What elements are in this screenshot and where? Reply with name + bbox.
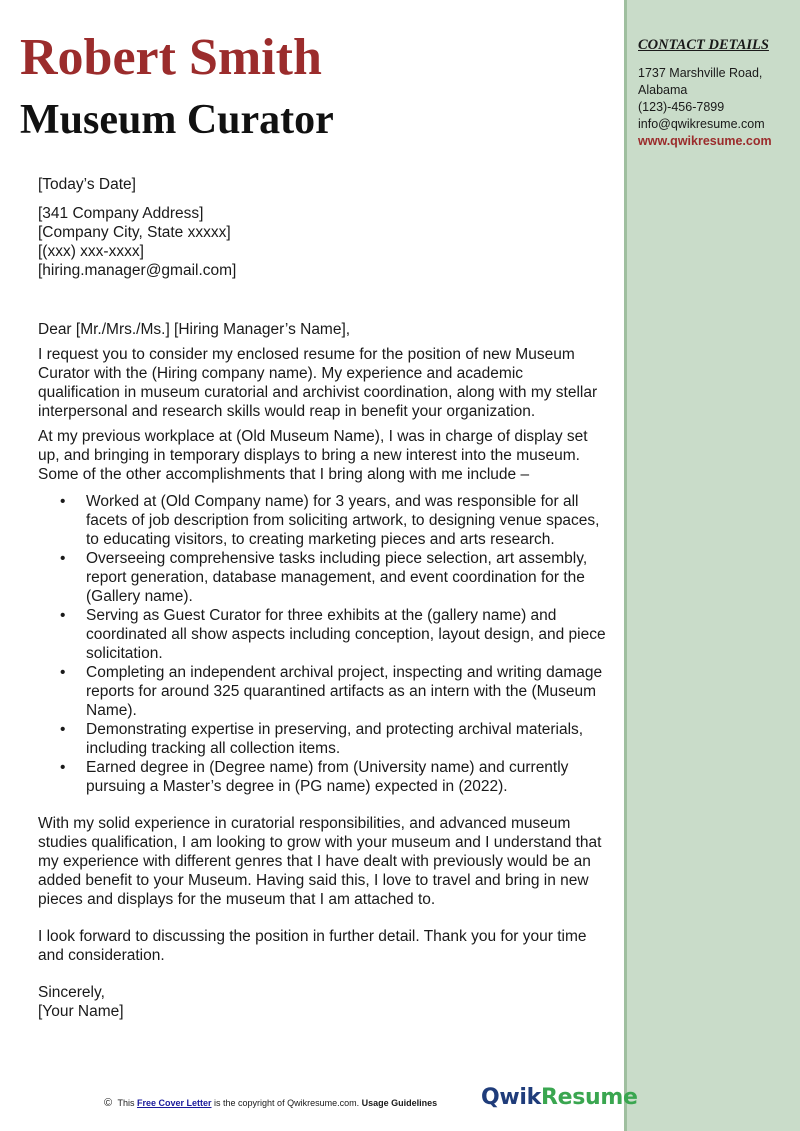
contact-email: info@qwikresume.com (638, 117, 765, 131)
company-phone: [(xxx) xxx-xxxx] (38, 243, 144, 260)
copyright-footer (104, 1097, 437, 1109)
paragraph-intro: I request you to consider my enclosed resume for the position of new Museum Curator with the (Hiring company name). My experience and academic qualification in museum curatorial and archivist coordination, along with my stellar interpersonal and research skills would reap in benefit your organization. (38, 346, 598, 420)
applicant-name: Robert Smith (20, 29, 322, 86)
logo-text-qwik: Qwik (481, 1085, 541, 1110)
contact-address-line1: 1737 Marshville Road, (638, 66, 763, 80)
closing-phrase: Sincerely, (38, 984, 105, 1001)
free-cover-letter-link[interactable]: Free Cover Letter (136, 1098, 212, 1108)
company-city: [Company City, State xxxxx] (38, 224, 231, 241)
signature-name: [Your Name] (38, 1003, 124, 1020)
usage-guidelines-link[interactable]: Usage Guidelines (361, 1098, 438, 1108)
salutation: Dear [Mr./Mrs./Ms.] [Hiring Manager’s Name], (38, 321, 351, 338)
job-title: Museum Curator (20, 97, 334, 143)
list-item: • Earned degree in (Degree name) from (University name) and currently pursuing a Master’s degree in (PG name) expected in (2022). (86, 758, 608, 796)
paragraph-closing: I look forward to discussing the position in further detail. Thank you for your time and consideration. (38, 928, 587, 964)
logo-text-resume: Resume (541, 1085, 638, 1110)
company-email: [hiring.manager@gmail.com] (38, 262, 237, 279)
qwikresume-logo[interactable] (481, 1085, 638, 1110)
list-item: • Serving as Guest Curator for three exhibits at the (gallery name) and coordinated all show aspects including conception, layout design, and piece solicitation. (86, 606, 608, 663)
footer-text-copyright: is the copyright of Qwikresume.com. (214, 1098, 360, 1108)
list-item: • Worked at (Old Company name) for 3 years, and was responsible for all facets of job description from soliciting artwork, to designing venue spaces, to educating visitors, to creating marketing pieces and arts research. (86, 492, 608, 549)
footer-text-this: This (117, 1098, 135, 1108)
accomplishments-list (38, 492, 608, 796)
copyright-icon: © (104, 1097, 113, 1109)
contact-phone: (123)-456-7899 (638, 100, 725, 114)
paragraph-experience: At my previous workplace at (Old Museum Name), I was in charge of display set up, and bringing in temporary displays to bring a new interest into the museum. Some of the other accomplishments that I bring along with me include – (38, 428, 588, 483)
letter-date: [Today’s Date] (38, 176, 136, 193)
contact-sidebar (624, 0, 800, 1131)
contact-details (638, 65, 798, 150)
contact-address-line2: Alabama (638, 83, 688, 97)
paragraph-qualification: With my solid experience in curatorial responsibilities, and advanced museum studies qualification, I am looking to grow with your museum and I understand that my experience with different genres that I have dealt with previously would be an added benefit to your Museum. Having said this, I love to travel and bring in new pieces and displays for the museum that I am attached to. (38, 815, 602, 908)
contact-heading: CONTACT DETAILS (638, 37, 769, 53)
letter-body (38, 175, 608, 1021)
contact-website-link[interactable]: www.qwikresume.com (638, 134, 772, 148)
list-item: • Overseeing comprehensive tasks including piece selection, art assembly, report generation, database management, and event coordination for the (Gallery name). (86, 549, 608, 606)
list-item: • Completing an independent archival project, inspecting and writing damage reports for around 325 quarantined artifacts as an intern with the (Museum Name). (86, 663, 608, 720)
company-address: [341 Company Address] (38, 205, 204, 222)
list-item: • Demonstrating expertise in preserving, and protecting archival materials, including tracking all collection items. (86, 720, 608, 758)
